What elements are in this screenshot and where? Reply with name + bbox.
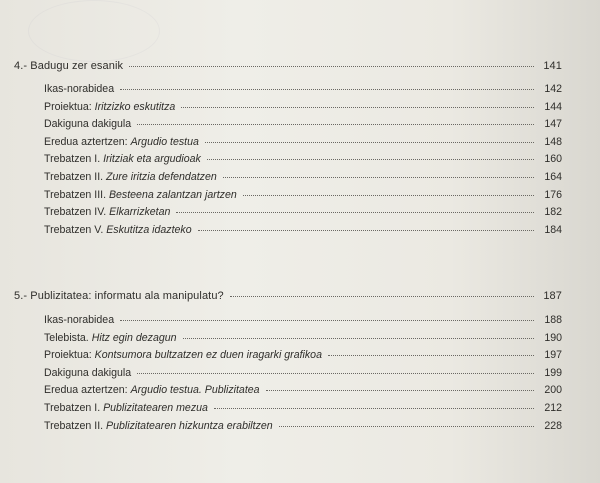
dot-leader [279, 426, 534, 427]
toc-entry [44, 384, 562, 402]
section-title: 4.- Badugu zer esanik [14, 60, 124, 72]
toc-entry [44, 402, 562, 420]
entry-page: 144 [544, 100, 562, 113]
toc-entry [44, 101, 562, 119]
entry-title: Publizitatearen hizkuntza erabiltzen [106, 419, 273, 432]
entry-title: Zure iritzia defendatzen [106, 170, 217, 183]
entry-page: 164 [544, 170, 562, 183]
entry-title: Elkarrizketan [109, 206, 171, 219]
dot-leader [181, 107, 534, 108]
entry-prefix: Eredua aztertzen: [44, 384, 131, 397]
entry-page: 176 [544, 188, 562, 201]
entry-prefix: Trebatzen IV. [44, 206, 110, 219]
toc-entry [44, 206, 562, 224]
toc-entry [44, 349, 562, 367]
section-title: 5.- Publizitatea: informatu ala manipulatu? [14, 290, 224, 302]
entry-title: Hitz egin dezagun [91, 331, 177, 344]
entry-prefix: Trebatzen I. [44, 153, 104, 166]
toc-entry [44, 171, 562, 189]
entry-page: 188 [544, 314, 562, 326]
entry-title: Eskutitza idazteko [106, 223, 192, 236]
dot-leader [176, 212, 534, 213]
entry-prefix: Eredua aztertzen: [44, 135, 131, 148]
entry-page: 228 [544, 419, 562, 432]
entry-prefix: Telebista. [44, 331, 92, 344]
entry-page: 199 [544, 366, 562, 379]
dot-leader [207, 159, 534, 160]
entry-prefix: Dakiguna dakigula [44, 118, 132, 131]
dot-leader [183, 338, 534, 339]
entry-page: 190 [544, 331, 562, 344]
toc-entry [44, 83, 562, 101]
entry-page: 147 [544, 118, 562, 131]
toc-entry [44, 224, 562, 242]
entry-title: Argudio testua. Publizitatea [130, 384, 260, 397]
section-heading [14, 290, 562, 308]
entry-prefix: Trebatzen III. [44, 188, 109, 201]
toc-section-5 [14, 290, 562, 437]
toc-entry [44, 420, 562, 438]
entry-prefix: Proiektua: [44, 349, 95, 362]
dot-leader [214, 408, 534, 409]
toc-entry [44, 153, 562, 171]
dot-leader [137, 124, 534, 125]
dot-leader [129, 66, 534, 67]
dot-leader [137, 373, 534, 374]
entry-page: 200 [544, 384, 562, 397]
toc-entry [44, 332, 562, 350]
dot-leader [205, 142, 534, 143]
library-stamp [28, 0, 160, 62]
toc-entry [44, 136, 562, 154]
toc-section-4 [14, 60, 562, 241]
entry-page: 184 [544, 223, 562, 236]
entry-prefix: Trebatzen II. [44, 419, 107, 432]
entry-page: 197 [544, 349, 562, 362]
dot-leader [243, 195, 534, 196]
dot-leader [198, 230, 534, 231]
entry-title: Besteena zalantzan jartzen [108, 188, 237, 201]
entry-title: Publizitatearen mezua [103, 401, 208, 414]
entry-page: 160 [544, 153, 562, 166]
dot-leader [120, 320, 534, 321]
entry-title: Iritziak eta argudioak [103, 153, 201, 166]
entry-page: 212 [544, 401, 562, 414]
entry-title: Argudio testua [130, 135, 199, 148]
entry-prefix: Ikas-norabidea [44, 314, 115, 326]
dot-leader [120, 89, 534, 90]
entry-prefix: Trebatzen I. [44, 401, 104, 414]
toc-entry [44, 314, 562, 332]
entry-page: 142 [544, 83, 562, 95]
dot-leader [230, 296, 534, 297]
entry-prefix: Trebatzen V. [44, 223, 107, 236]
entry-title: Iritzizko eskutitza [94, 100, 176, 113]
toc-entry [44, 189, 562, 207]
toc-entry [44, 367, 562, 385]
entry-page: 182 [544, 206, 562, 219]
entry-prefix: Proiektua: [44, 100, 95, 113]
entry-prefix: Trebatzen II. [44, 170, 107, 183]
section-page: 187 [543, 290, 562, 302]
section-heading [14, 60, 562, 78]
toc-entry [44, 118, 562, 136]
dot-leader [266, 390, 534, 391]
entry-title: Kontsumora bultzatzen ez duen iragarki grafikoa [94, 349, 322, 362]
entry-prefix: Ikas-norabidea [44, 83, 115, 95]
section-page: 141 [543, 60, 562, 72]
dot-leader [328, 355, 534, 356]
dot-leader [223, 177, 534, 178]
entry-prefix: Dakiguna dakigula [44, 366, 132, 379]
entry-page: 148 [544, 135, 562, 148]
